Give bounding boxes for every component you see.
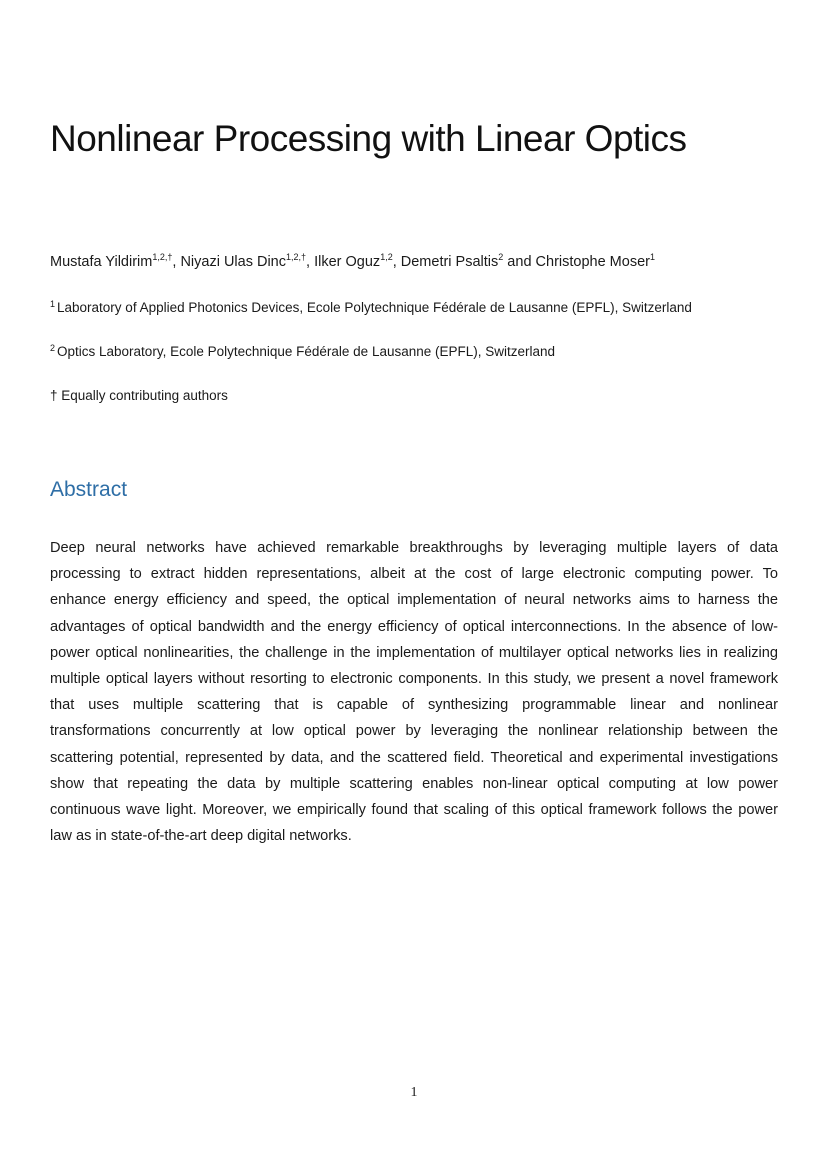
author-name: Niyazi Ulas Dinc bbox=[180, 254, 286, 270]
author-separator: , bbox=[392, 254, 401, 270]
abstract-line: continuous wave light. Moreover, we empirically found that scaling of this optical framework follows the power bbox=[50, 801, 778, 818]
abstract-line: power optical nonlinearities, the challenge in the implementation of multilayer optical networks lies in realizing bbox=[50, 644, 778, 661]
abstract-line: enhance energy efficiency and speed, the optical implementation of neural networks aims to harness the bbox=[50, 592, 778, 609]
affiliation-mark: 1 bbox=[50, 299, 56, 309]
abstract-body bbox=[50, 535, 778, 849]
author-list bbox=[50, 254, 655, 270]
abstract-line: show that repeating the data by multiple scattering enables non-linear optical computing at low power bbox=[50, 775, 778, 792]
author-name: Ilker Oguz bbox=[314, 254, 381, 270]
abstract-heading: Abstract bbox=[50, 478, 128, 501]
equal-contribution-note: † Equally contributing authors bbox=[50, 388, 228, 403]
author-name: Christophe Moser bbox=[535, 254, 650, 270]
author-name: Demetri Psaltis bbox=[400, 254, 499, 270]
author-affiliation-marks: 1,2,† bbox=[152, 252, 173, 262]
paper-title: Nonlinear Processing with Linear Optics bbox=[50, 118, 687, 159]
abstract-line: scattering potential, represented by data, and the scattered field. Theoretical and experimental investigations bbox=[50, 749, 778, 766]
affiliation-text: Laboratory of Applied Photonics Devices, Ecole Polytechnique Fédérale de Lausanne (EPFL), Switzerland bbox=[57, 300, 692, 315]
affiliation-mark: 2 bbox=[50, 343, 56, 353]
abstract-line: multiple optical layers without resorting to electronic components. In this study, we present a novel framework bbox=[50, 670, 778, 687]
author-affiliation-marks: 1,2 bbox=[380, 252, 393, 262]
abstract-line: advantages of optical bandwidth and the energy efficiency of optical interconnections. In the absence of low- bbox=[50, 618, 778, 635]
page-number: 1 bbox=[410, 1085, 418, 1100]
author-name: Mustafa Yildirim bbox=[50, 254, 153, 270]
author-affiliation-marks: 1,2,† bbox=[286, 252, 307, 262]
abstract-line: Deep neural networks have achieved remarkable breakthroughs by leveraging multiple layers of data bbox=[50, 540, 778, 556]
affiliation-1 bbox=[50, 300, 692, 315]
abstract-line: processing to extract hidden representations, albeit at the cost of large electronic computing power. To bbox=[50, 566, 778, 583]
author-separator: , bbox=[306, 254, 315, 270]
author-separator: , bbox=[172, 254, 181, 270]
abstract-line: law as in state-of-the-art deep digital networks. bbox=[50, 828, 352, 845]
author-affiliation-marks: 1 bbox=[649, 252, 655, 262]
affiliation-text: Optics Laboratory, Ecole Polytechnique Fédérale de Lausanne (EPFL), Switzerland bbox=[57, 344, 556, 359]
affiliation-2 bbox=[50, 344, 555, 359]
author-separator: and bbox=[503, 254, 536, 270]
author-affiliation-marks: 2 bbox=[498, 252, 504, 262]
abstract-line: transformations concurrently at low optical power by leveraging the nonlinear relationship between the bbox=[50, 723, 778, 740]
abstract-line: that uses multiple scattering that is capable of synthesizing programmable linear and nonlinear bbox=[50, 697, 778, 714]
